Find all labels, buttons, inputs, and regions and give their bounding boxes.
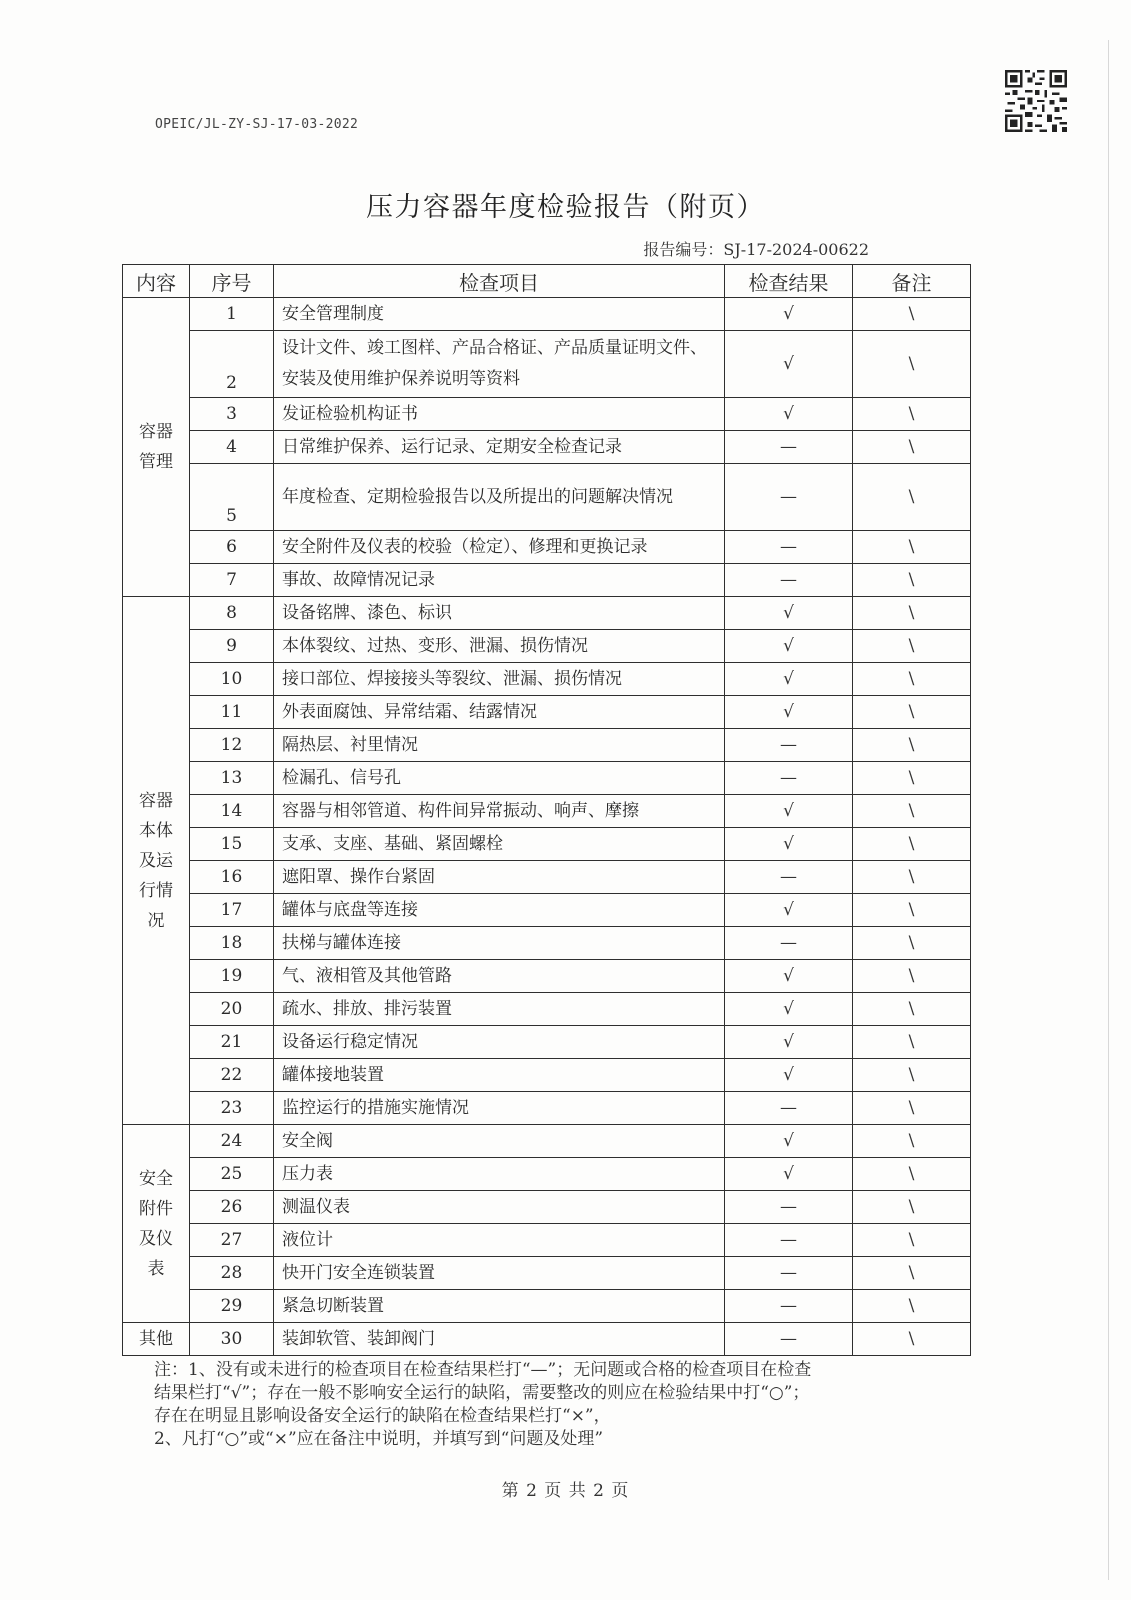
seq-number-cell: 7 [190,564,274,597]
seq-number-cell: 22 [190,1059,274,1092]
item-cell: 安全附件及仪表的校验（检定）、修理和更换记录 [274,531,725,564]
note-cell: \ [853,762,971,795]
result-cell: √ [725,828,853,861]
table-row [123,298,971,331]
note-cell: \ [853,1191,971,1224]
result-cell: — [725,1224,853,1257]
table-row [123,1323,971,1356]
footnote-line: 注：1、没有或未进行的检查项目在检查结果栏打“—”；无问题或合格的检查项目在检查 [154,1360,812,1380]
seq-number-cell: 27 [190,1224,274,1257]
table-body [123,298,971,1356]
result-cell: √ [725,894,853,927]
seq-number-cell: 19 [190,960,274,993]
result-cell: √ [725,696,853,729]
seq-number-cell: 13 [190,762,274,795]
note-cell: \ [853,993,971,1026]
table-row [123,1059,971,1092]
note-cell: \ [853,663,971,696]
seq-number-cell: 23 [190,1092,274,1125]
result-cell: √ [725,1158,853,1191]
seq-number-cell: 16 [190,861,274,894]
seq-number-cell: 15 [190,828,274,861]
table-row [123,1158,971,1191]
note-cell: \ [853,1026,971,1059]
item-cell: 本体裂纹、过热、变形、泄漏、损伤情况 [274,630,725,663]
table-row [123,993,971,1026]
note-cell: \ [853,597,971,630]
item-cell: 遮阳罩、操作台紧固 [274,861,725,894]
table-row [123,630,971,663]
item-cell: 设备铭牌、漆色、标识 [274,597,725,630]
note-cell: \ [853,927,971,960]
seq-number-cell: 11 [190,696,274,729]
result-cell: √ [725,663,853,696]
header-result: 检查结果 [725,265,853,298]
category-label-line: 附件 [139,1198,173,1219]
item-cell: 紧急切断装置 [274,1290,725,1323]
footnote-line: 2、凡打“○”或“×”应在备注中说明，并填写到“问题及处理” [154,1429,604,1449]
category-label-line: 况 [147,910,165,931]
item-cell: 检漏孔、信号孔 [274,762,725,795]
category-label-line: 及仪 [139,1228,173,1249]
item-cell: 设备运行稳定情况 [274,1026,725,1059]
seq-number-cell: 18 [190,927,274,960]
item-cell: 隔热层、衬里情况 [274,729,725,762]
seq-number-cell: 9 [190,630,274,663]
category-label-line: 安全 [139,1168,173,1189]
header-item: 检查项目 [274,265,725,298]
seq-number-cell: 26 [190,1191,274,1224]
result-cell: — [725,1191,853,1224]
note-cell: \ [853,1158,971,1191]
document-code: OPEIC/JL-ZY-SJ-17-03-2022 [155,117,359,132]
item-cell: 年度检查、定期检验报告以及所提出的问题解决情况 [274,464,725,531]
note-cell: \ [853,1059,971,1092]
note-cell: \ [853,1257,971,1290]
seq-number-cell: 25 [190,1158,274,1191]
category-cell [123,1323,190,1356]
table-row [123,861,971,894]
note-cell: \ [853,564,971,597]
item-cell: 气、液相管及其他管路 [274,960,725,993]
result-cell: √ [725,597,853,630]
result-cell: √ [725,1125,853,1158]
note-cell: \ [853,861,971,894]
table-row [123,894,971,927]
item-cell: 发证检验机构证书 [274,398,725,431]
item-cell: 接口部位、焊接接头等裂纹、泄漏、损伤情况 [274,663,725,696]
result-cell: — [725,1323,853,1356]
note-cell: \ [853,729,971,762]
table-row [123,1224,971,1257]
seq-number-cell: 3 [190,398,274,431]
note-cell: \ [853,431,971,464]
table-row [123,1026,971,1059]
footnote-line: 存在在明显且影响设备安全运行的缺陷在检查结果栏打“×”， [154,1406,611,1426]
seq-number-cell: 5 [190,464,274,531]
item-cell: 外表面腐蚀、异常结霜、结露情况 [274,696,725,729]
note-cell: \ [853,1224,971,1257]
item-cell: 容器与相邻管道、构件间异常振动、响声、摩擦 [274,795,725,828]
table-row [123,1191,971,1224]
table-row [123,1290,971,1323]
result-cell: √ [725,298,853,331]
seq-number-cell: 2 [190,331,274,398]
seq-number-cell: 10 [190,663,274,696]
item-cell: 安全管理制度 [274,298,725,331]
item-cell: 装卸软管、装卸阀门 [274,1323,725,1356]
item-cell: 疏水、排放、排污装置 [274,993,725,1026]
table-row [123,663,971,696]
category-label-line: 及运 [139,850,173,871]
table-row [123,597,971,630]
table-row [123,696,971,729]
report-number: 报告编号：SJ-17-2024-00622 [643,240,869,259]
item-cell: 事故、故障情况记录 [274,564,725,597]
note-cell: \ [853,298,971,331]
result-cell: — [725,431,853,464]
seq-number-cell: 24 [190,1125,274,1158]
result-cell: √ [725,331,853,398]
seq-number-cell: 28 [190,1257,274,1290]
item-cell: 日常维护保养、运行记录、定期安全检查记录 [274,431,725,464]
category-cell [123,1125,190,1323]
table-row [123,1092,971,1125]
seq-number-cell: 12 [190,729,274,762]
note-cell: \ [853,696,971,729]
note-cell: \ [853,331,971,398]
table-row [123,331,971,398]
table-row [123,431,971,464]
table-row [123,398,971,431]
seq-number-cell: 8 [190,597,274,630]
category-cell [123,298,190,597]
header-seq: 序号 [190,265,274,298]
note-cell: \ [853,894,971,927]
note-cell: \ [853,1290,971,1323]
item-cell: 监控运行的措施实施情况 [274,1092,725,1125]
item-cell: 扶梯与罐体连接 [274,927,725,960]
item-cell: 测温仪表 [274,1191,725,1224]
result-cell: — [725,729,853,762]
item-cell: 安全阀 [274,1125,725,1158]
header-content: 内容 [123,265,190,298]
result-cell: — [725,564,853,597]
qr-code-icon [1005,70,1067,132]
page-edge-line [1108,40,1109,1580]
note-cell: \ [853,960,971,993]
seq-number-cell: 30 [190,1323,274,1356]
note-cell: \ [853,828,971,861]
table-row [123,729,971,762]
table-row [123,762,971,795]
item-cell: 快开门安全连锁装置 [274,1257,725,1290]
item-cell: 压力表 [274,1158,725,1191]
result-cell: √ [725,1026,853,1059]
category-cell [123,597,190,1125]
page-number: 第 2 页 共 2 页 [501,1481,630,1501]
inspection-table [122,264,971,1356]
note-cell: \ [853,630,971,663]
seq-number-cell: 29 [190,1290,274,1323]
table-row [123,564,971,597]
result-cell: √ [725,993,853,1026]
note-cell: \ [853,398,971,431]
footnote [154,1359,974,1451]
result-cell: — [725,1290,853,1323]
item-cell: 罐体接地装置 [274,1059,725,1092]
item-cell: 罐体与底盘等连接 [274,894,725,927]
item-cell: 设计文件、竣工图样、产品合格证、产品质量证明文件、安装及使用维护保养说明等资料 [274,331,725,398]
result-cell: √ [725,1059,853,1092]
seq-number-cell: 4 [190,431,274,464]
result-cell: — [725,464,853,531]
result-cell: — [725,531,853,564]
result-cell: — [725,1092,853,1125]
seq-number-cell: 14 [190,795,274,828]
note-cell: \ [853,464,971,531]
category-label-line: 行情 [139,880,173,901]
header-note: 备注 [853,265,971,298]
note-cell: \ [853,1125,971,1158]
item-cell: 支承、支座、基础、紧固螺栓 [274,828,725,861]
seq-number-cell: 1 [190,298,274,331]
result-cell: √ [725,795,853,828]
result-cell: √ [725,960,853,993]
seq-number-cell: 6 [190,531,274,564]
category-label-line: 其他 [139,1329,173,1349]
seq-number-cell: 20 [190,993,274,1026]
result-cell: — [725,861,853,894]
table-row [123,1125,971,1158]
note-cell: \ [853,1092,971,1125]
category-label-line: 表 [147,1258,165,1279]
table-row [123,927,971,960]
category-label-line: 管理 [139,452,173,472]
report-title: 压力容器年度检验报告（附页） [366,192,765,223]
table-row [123,960,971,993]
table-row [123,795,971,828]
item-cell: 液位计 [274,1224,725,1257]
table-row [123,464,971,531]
seq-number-cell: 17 [190,894,274,927]
note-cell: \ [853,795,971,828]
result-cell: √ [725,630,853,663]
result-cell: — [725,927,853,960]
category-label-line: 容器 [139,790,173,811]
table-row [123,828,971,861]
note-cell: \ [853,531,971,564]
category-label-line: 容器 [139,422,173,442]
table-row [123,1257,971,1290]
result-cell: — [725,1257,853,1290]
table-row [123,531,971,564]
seq-number-cell: 21 [190,1026,274,1059]
result-cell: — [725,762,853,795]
footnote-line: 结果栏打“√”；存在一般不影响安全运行的缺陷，需要整改的则应在检验结果中打“○”； [154,1383,810,1403]
note-cell: \ [853,1323,971,1356]
result-cell: √ [725,398,853,431]
category-label-line: 本体 [139,820,173,841]
